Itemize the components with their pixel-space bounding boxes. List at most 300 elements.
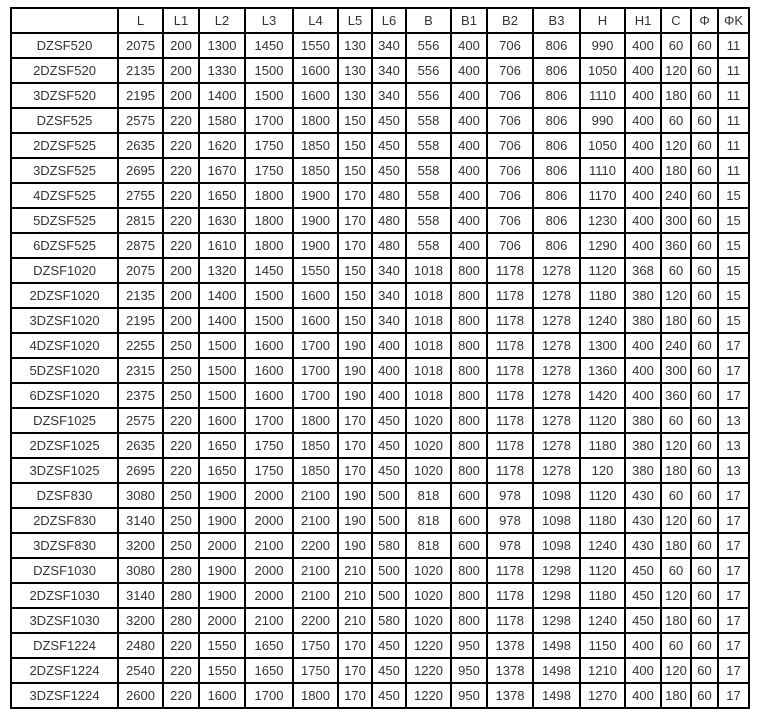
value-cell: 706 bbox=[487, 83, 533, 108]
table-row bbox=[11, 558, 749, 583]
table-row bbox=[11, 258, 749, 283]
value-cell: 17 bbox=[718, 608, 749, 633]
model-cell: 4DZSF1020 bbox=[11, 333, 118, 358]
table-row bbox=[11, 83, 749, 108]
value-cell: 150 bbox=[338, 308, 372, 333]
value-cell: 1500 bbox=[245, 308, 293, 333]
value-cell: 60 bbox=[691, 358, 718, 383]
value-cell: 1600 bbox=[245, 358, 293, 383]
value-cell: 2815 bbox=[118, 208, 163, 233]
value-cell: 60 bbox=[691, 258, 718, 283]
value-cell: 800 bbox=[451, 308, 487, 333]
table-row bbox=[11, 133, 749, 158]
value-cell: 17 bbox=[718, 658, 749, 683]
value-cell: 60 bbox=[661, 633, 691, 658]
value-cell: 1420 bbox=[580, 383, 625, 408]
value-cell: 60 bbox=[691, 533, 718, 558]
table-row bbox=[11, 658, 749, 683]
value-cell: 1600 bbox=[245, 383, 293, 408]
value-cell: 400 bbox=[625, 208, 661, 233]
value-cell: 706 bbox=[487, 158, 533, 183]
value-cell: 11 bbox=[718, 108, 749, 133]
column-header-l1: L1 bbox=[163, 8, 199, 33]
value-cell: 150 bbox=[338, 258, 372, 283]
value-cell: 170 bbox=[338, 208, 372, 233]
value-cell: 400 bbox=[625, 683, 661, 708]
table-row bbox=[11, 108, 749, 133]
value-cell: 2075 bbox=[118, 33, 163, 58]
value-cell: 250 bbox=[163, 533, 199, 558]
value-cell: 3080 bbox=[118, 558, 163, 583]
value-cell: 800 bbox=[451, 458, 487, 483]
value-cell: 1580 bbox=[199, 108, 245, 133]
value-cell: 250 bbox=[163, 508, 199, 533]
value-cell: 2000 bbox=[245, 508, 293, 533]
table-row bbox=[11, 608, 749, 633]
value-cell: 120 bbox=[661, 58, 691, 83]
value-cell: 11 bbox=[718, 83, 749, 108]
value-cell: 1900 bbox=[199, 583, 245, 608]
value-cell: 17 bbox=[718, 483, 749, 508]
value-cell: 1550 bbox=[199, 658, 245, 683]
value-cell: 60 bbox=[691, 83, 718, 108]
value-cell: 978 bbox=[487, 483, 533, 508]
value-cell: 15 bbox=[718, 258, 749, 283]
value-cell: 1020 bbox=[406, 433, 451, 458]
value-cell: 60 bbox=[691, 658, 718, 683]
value-cell: 1300 bbox=[580, 333, 625, 358]
column-header-b2: B2 bbox=[487, 8, 533, 33]
value-cell: 1018 bbox=[406, 383, 451, 408]
value-cell: 190 bbox=[338, 483, 372, 508]
value-cell: 806 bbox=[533, 33, 580, 58]
value-cell: 17 bbox=[718, 683, 749, 708]
value-cell: 1018 bbox=[406, 308, 451, 333]
table-row bbox=[11, 283, 749, 308]
value-cell: 1630 bbox=[199, 208, 245, 233]
value-cell: 200 bbox=[163, 308, 199, 333]
value-cell: 130 bbox=[338, 33, 372, 58]
table-row bbox=[11, 333, 749, 358]
value-cell: 450 bbox=[625, 583, 661, 608]
value-cell: 800 bbox=[451, 283, 487, 308]
value-cell: 1220 bbox=[406, 683, 451, 708]
value-cell: 1600 bbox=[293, 308, 338, 333]
value-cell: 1020 bbox=[406, 408, 451, 433]
value-cell: 1750 bbox=[245, 133, 293, 158]
value-cell: 1800 bbox=[293, 108, 338, 133]
value-cell: 1600 bbox=[245, 333, 293, 358]
value-cell: 1600 bbox=[293, 83, 338, 108]
value-cell: 500 bbox=[372, 508, 406, 533]
value-cell: 220 bbox=[163, 108, 199, 133]
model-cell: 5DZSF525 bbox=[11, 208, 118, 233]
value-cell: 450 bbox=[372, 658, 406, 683]
value-cell: 1850 bbox=[293, 158, 338, 183]
value-cell: 120 bbox=[661, 583, 691, 608]
value-cell: 800 bbox=[451, 383, 487, 408]
value-cell: 200 bbox=[163, 283, 199, 308]
value-cell: 300 bbox=[661, 208, 691, 233]
value-cell: 400 bbox=[625, 383, 661, 408]
value-cell: 180 bbox=[661, 458, 691, 483]
value-cell: 1240 bbox=[580, 608, 625, 633]
value-cell: 1500 bbox=[245, 283, 293, 308]
value-cell: 120 bbox=[580, 458, 625, 483]
model-cell: 2DZSF1025 bbox=[11, 433, 118, 458]
value-cell: 806 bbox=[533, 208, 580, 233]
value-cell: 250 bbox=[163, 358, 199, 383]
model-cell: 6DZSF525 bbox=[11, 233, 118, 258]
value-cell: 1278 bbox=[533, 283, 580, 308]
value-cell: 2000 bbox=[245, 583, 293, 608]
value-cell: 1180 bbox=[580, 508, 625, 533]
table-row bbox=[11, 433, 749, 458]
model-cell: DZSF1020 bbox=[11, 258, 118, 283]
table-row bbox=[11, 383, 749, 408]
column-header-b1: B1 bbox=[451, 8, 487, 33]
value-cell: 250 bbox=[163, 333, 199, 358]
model-cell: 2DZSF525 bbox=[11, 133, 118, 158]
value-cell: 2375 bbox=[118, 383, 163, 408]
value-cell: 600 bbox=[451, 483, 487, 508]
value-cell: 558 bbox=[406, 233, 451, 258]
value-cell: 1500 bbox=[245, 58, 293, 83]
table-row bbox=[11, 633, 749, 658]
value-cell: 1550 bbox=[293, 258, 338, 283]
value-cell: 60 bbox=[661, 408, 691, 433]
value-cell: 170 bbox=[338, 183, 372, 208]
value-cell: 210 bbox=[338, 558, 372, 583]
value-cell: 706 bbox=[487, 133, 533, 158]
value-cell: 17 bbox=[718, 333, 749, 358]
value-cell: 1600 bbox=[199, 408, 245, 433]
value-cell: 1098 bbox=[533, 508, 580, 533]
value-cell: 806 bbox=[533, 158, 580, 183]
value-cell: 600 bbox=[451, 508, 487, 533]
value-cell: 1170 bbox=[580, 183, 625, 208]
value-cell: 1018 bbox=[406, 333, 451, 358]
value-cell: 300 bbox=[661, 358, 691, 383]
value-cell: 1020 bbox=[406, 558, 451, 583]
value-cell: 556 bbox=[406, 58, 451, 83]
model-cell: 3DZSF1030 bbox=[11, 608, 118, 633]
value-cell: 360 bbox=[661, 383, 691, 408]
spec-table bbox=[10, 7, 750, 709]
table-row bbox=[11, 58, 749, 83]
value-cell: 2100 bbox=[293, 558, 338, 583]
value-cell: 400 bbox=[372, 383, 406, 408]
value-cell: 1800 bbox=[245, 183, 293, 208]
value-cell: 220 bbox=[163, 433, 199, 458]
value-cell: 380 bbox=[625, 283, 661, 308]
value-cell: 2255 bbox=[118, 333, 163, 358]
value-cell: 2480 bbox=[118, 633, 163, 658]
value-cell: 60 bbox=[661, 258, 691, 283]
value-cell: 1018 bbox=[406, 283, 451, 308]
value-cell: 15 bbox=[718, 233, 749, 258]
value-cell: 1278 bbox=[533, 383, 580, 408]
value-cell: 3080 bbox=[118, 483, 163, 508]
value-cell: 1900 bbox=[199, 508, 245, 533]
value-cell: 180 bbox=[661, 608, 691, 633]
value-cell: 170 bbox=[338, 633, 372, 658]
value-cell: 170 bbox=[338, 458, 372, 483]
value-cell: 1650 bbox=[245, 658, 293, 683]
value-cell: 480 bbox=[372, 208, 406, 233]
value-cell: 1498 bbox=[533, 658, 580, 683]
value-cell: 1120 bbox=[580, 408, 625, 433]
spec-table-head bbox=[11, 8, 749, 33]
value-cell: 1020 bbox=[406, 458, 451, 483]
model-cell: 2DZSF1020 bbox=[11, 283, 118, 308]
value-cell: 120 bbox=[661, 283, 691, 308]
value-cell: 2755 bbox=[118, 183, 163, 208]
value-cell: 150 bbox=[338, 133, 372, 158]
value-cell: 1110 bbox=[580, 158, 625, 183]
value-cell: 200 bbox=[163, 258, 199, 283]
value-cell: 220 bbox=[163, 633, 199, 658]
table-row bbox=[11, 458, 749, 483]
value-cell: 800 bbox=[451, 433, 487, 458]
value-cell: 13 bbox=[718, 458, 749, 483]
value-cell: 120 bbox=[661, 508, 691, 533]
value-cell: 1230 bbox=[580, 208, 625, 233]
value-cell: 13 bbox=[718, 433, 749, 458]
column-header-h1: H1 bbox=[625, 8, 661, 33]
value-cell: 400 bbox=[625, 658, 661, 683]
value-cell: 558 bbox=[406, 158, 451, 183]
value-cell: 1298 bbox=[533, 558, 580, 583]
value-cell: 280 bbox=[163, 558, 199, 583]
value-cell: 1450 bbox=[245, 33, 293, 58]
model-cell: 5DZSF1020 bbox=[11, 358, 118, 383]
value-cell: 240 bbox=[661, 183, 691, 208]
value-cell: 200 bbox=[163, 58, 199, 83]
value-cell: 1850 bbox=[293, 133, 338, 158]
value-cell: 11 bbox=[718, 58, 749, 83]
value-cell: 340 bbox=[372, 283, 406, 308]
value-cell: 580 bbox=[372, 533, 406, 558]
value-cell: 450 bbox=[372, 158, 406, 183]
value-cell: 1750 bbox=[293, 633, 338, 658]
value-cell: 240 bbox=[661, 333, 691, 358]
value-cell: 806 bbox=[533, 83, 580, 108]
value-cell: 150 bbox=[338, 283, 372, 308]
value-cell: 1900 bbox=[293, 183, 338, 208]
value-cell: 17 bbox=[718, 383, 749, 408]
value-cell: 1900 bbox=[293, 233, 338, 258]
value-cell: 806 bbox=[533, 108, 580, 133]
value-cell: 60 bbox=[691, 283, 718, 308]
value-cell: 220 bbox=[163, 458, 199, 483]
value-cell: 818 bbox=[406, 533, 451, 558]
value-cell: 558 bbox=[406, 108, 451, 133]
value-cell: 60 bbox=[691, 33, 718, 58]
column-header-l4: L4 bbox=[293, 8, 338, 33]
model-cell: 2DZSF1030 bbox=[11, 583, 118, 608]
value-cell: 2575 bbox=[118, 408, 163, 433]
value-cell: 450 bbox=[372, 458, 406, 483]
value-cell: 380 bbox=[625, 458, 661, 483]
table-row bbox=[11, 358, 749, 383]
value-cell: 60 bbox=[691, 308, 718, 333]
value-cell: 1298 bbox=[533, 583, 580, 608]
value-cell: 558 bbox=[406, 183, 451, 208]
value-cell: 558 bbox=[406, 133, 451, 158]
value-cell: 1240 bbox=[580, 308, 625, 333]
value-cell: 1378 bbox=[487, 658, 533, 683]
column-header-b: B bbox=[406, 8, 451, 33]
value-cell: 2695 bbox=[118, 458, 163, 483]
column-header-φ: Φ bbox=[691, 8, 718, 33]
value-cell: 1700 bbox=[245, 108, 293, 133]
value-cell: 430 bbox=[625, 508, 661, 533]
value-cell: 1278 bbox=[533, 408, 580, 433]
value-cell: 1700 bbox=[293, 383, 338, 408]
value-cell: 3200 bbox=[118, 608, 163, 633]
value-cell: 60 bbox=[661, 108, 691, 133]
value-cell: 580 bbox=[372, 608, 406, 633]
value-cell: 2000 bbox=[199, 533, 245, 558]
value-cell: 340 bbox=[372, 308, 406, 333]
value-cell: 400 bbox=[625, 333, 661, 358]
value-cell: 60 bbox=[691, 108, 718, 133]
value-cell: 340 bbox=[372, 258, 406, 283]
value-cell: 1600 bbox=[199, 683, 245, 708]
value-cell: 706 bbox=[487, 183, 533, 208]
value-cell: 2100 bbox=[293, 508, 338, 533]
value-cell: 1270 bbox=[580, 683, 625, 708]
value-cell: 190 bbox=[338, 508, 372, 533]
value-cell: 1120 bbox=[580, 483, 625, 508]
value-cell: 800 bbox=[451, 258, 487, 283]
value-cell: 1550 bbox=[199, 633, 245, 658]
value-cell: 60 bbox=[691, 133, 718, 158]
value-cell: 450 bbox=[625, 608, 661, 633]
value-cell: 1278 bbox=[533, 308, 580, 333]
value-cell: 1278 bbox=[533, 458, 580, 483]
value-cell: 1400 bbox=[199, 83, 245, 108]
value-cell: 450 bbox=[372, 633, 406, 658]
value-cell: 450 bbox=[372, 108, 406, 133]
value-cell: 17 bbox=[718, 583, 749, 608]
value-cell: 1800 bbox=[245, 233, 293, 258]
value-cell: 340 bbox=[372, 58, 406, 83]
value-cell: 1600 bbox=[293, 283, 338, 308]
value-cell: 1298 bbox=[533, 608, 580, 633]
value-cell: 340 bbox=[372, 83, 406, 108]
model-cell: 2DZSF830 bbox=[11, 508, 118, 533]
value-cell: 250 bbox=[163, 383, 199, 408]
value-cell: 170 bbox=[338, 683, 372, 708]
value-cell: 1498 bbox=[533, 633, 580, 658]
value-cell: 706 bbox=[487, 108, 533, 133]
value-cell: 706 bbox=[487, 58, 533, 83]
value-cell: 1178 bbox=[487, 558, 533, 583]
value-cell: 2875 bbox=[118, 233, 163, 258]
value-cell: 1120 bbox=[580, 558, 625, 583]
value-cell: 1378 bbox=[487, 633, 533, 658]
value-cell: 11 bbox=[718, 133, 749, 158]
value-cell: 800 bbox=[451, 358, 487, 383]
value-cell: 1800 bbox=[245, 208, 293, 233]
value-cell: 1220 bbox=[406, 633, 451, 658]
value-cell: 1290 bbox=[580, 233, 625, 258]
value-cell: 1550 bbox=[293, 33, 338, 58]
model-cell: DZSF1025 bbox=[11, 408, 118, 433]
model-cell: 2DZSF520 bbox=[11, 58, 118, 83]
value-cell: 2635 bbox=[118, 433, 163, 458]
value-cell: 480 bbox=[372, 233, 406, 258]
value-cell: 3140 bbox=[118, 508, 163, 533]
value-cell: 400 bbox=[625, 83, 661, 108]
value-cell: 130 bbox=[338, 58, 372, 83]
value-cell: 1098 bbox=[533, 483, 580, 508]
value-cell: 17 bbox=[718, 633, 749, 658]
value-cell: 1178 bbox=[487, 383, 533, 408]
value-cell: 220 bbox=[163, 183, 199, 208]
table-row bbox=[11, 208, 749, 233]
value-cell: 706 bbox=[487, 208, 533, 233]
value-cell: 1750 bbox=[245, 433, 293, 458]
column-header-c: C bbox=[661, 8, 691, 33]
value-cell: 200 bbox=[163, 83, 199, 108]
value-cell: 11 bbox=[718, 158, 749, 183]
value-cell: 1178 bbox=[487, 583, 533, 608]
value-cell: 400 bbox=[625, 233, 661, 258]
value-cell: 1500 bbox=[199, 383, 245, 408]
value-cell: 60 bbox=[691, 158, 718, 183]
value-cell: 1378 bbox=[487, 683, 533, 708]
value-cell: 180 bbox=[661, 533, 691, 558]
model-cell: 3DZSF1020 bbox=[11, 308, 118, 333]
value-cell: 818 bbox=[406, 508, 451, 533]
value-cell: 368 bbox=[625, 258, 661, 283]
value-cell: 2540 bbox=[118, 658, 163, 683]
value-cell: 2195 bbox=[118, 83, 163, 108]
value-cell: 400 bbox=[625, 158, 661, 183]
value-cell: 950 bbox=[451, 683, 487, 708]
column-header-h: H bbox=[580, 8, 625, 33]
model-cell: DZSF520 bbox=[11, 33, 118, 58]
value-cell: 3140 bbox=[118, 583, 163, 608]
value-cell: 2635 bbox=[118, 133, 163, 158]
model-cell: 4DZSF525 bbox=[11, 183, 118, 208]
value-cell: 2000 bbox=[199, 608, 245, 633]
value-cell: 2000 bbox=[245, 483, 293, 508]
value-cell: 500 bbox=[372, 583, 406, 608]
value-cell: 2100 bbox=[245, 608, 293, 633]
value-cell: 1278 bbox=[533, 358, 580, 383]
value-cell: 1850 bbox=[293, 458, 338, 483]
value-cell: 60 bbox=[691, 608, 718, 633]
model-cell: 3DZSF830 bbox=[11, 533, 118, 558]
value-cell: 1320 bbox=[199, 258, 245, 283]
value-cell: 60 bbox=[691, 483, 718, 508]
value-cell: 1178 bbox=[487, 283, 533, 308]
value-cell: 1178 bbox=[487, 258, 533, 283]
value-cell: 1180 bbox=[580, 433, 625, 458]
value-cell: 1800 bbox=[293, 408, 338, 433]
model-cell: 3DZSF520 bbox=[11, 83, 118, 108]
table-row bbox=[11, 683, 749, 708]
value-cell: 60 bbox=[691, 583, 718, 608]
value-cell: 3200 bbox=[118, 533, 163, 558]
value-cell: 1278 bbox=[533, 333, 580, 358]
value-cell: 1700 bbox=[293, 333, 338, 358]
value-cell: 978 bbox=[487, 508, 533, 533]
